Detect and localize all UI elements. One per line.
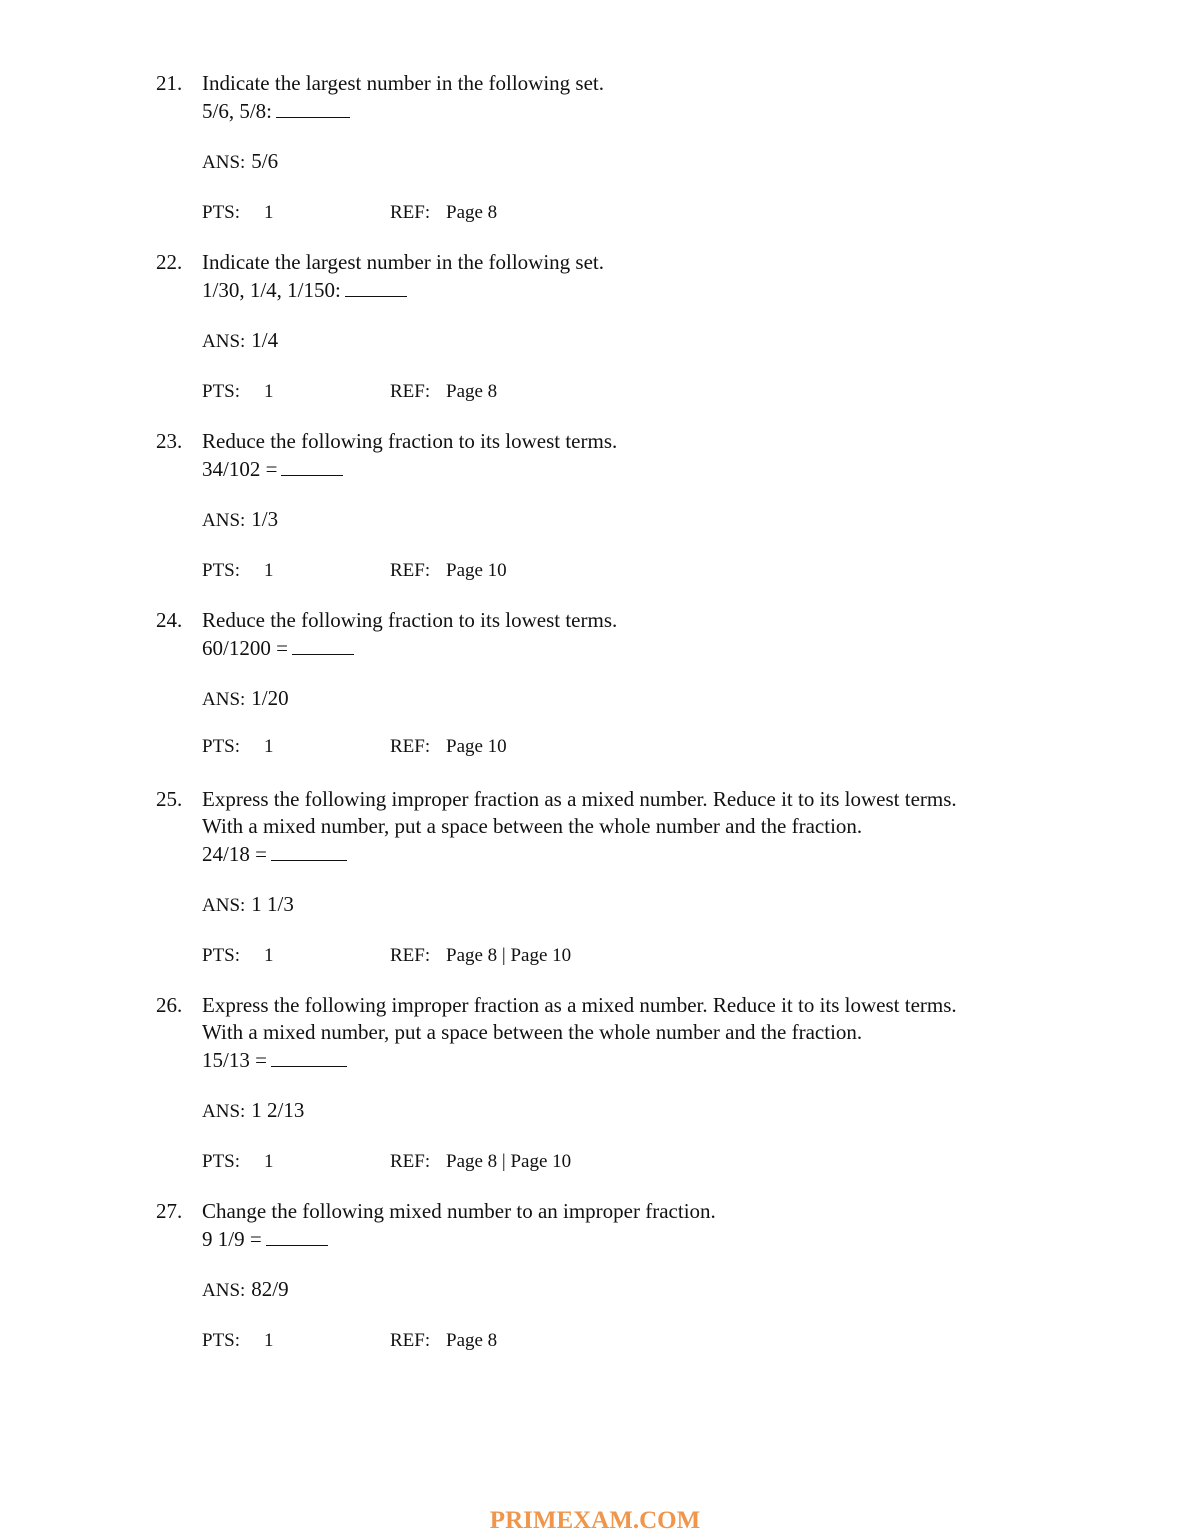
reference-value: Page 8 | Page 10 xyxy=(446,945,572,966)
answer-value: 1/3 xyxy=(251,507,279,531)
question-line: Express the following improper fraction as a mixed number. Reduce it to its lowest terms. xyxy=(202,787,957,811)
points-label: PTS: xyxy=(202,1330,241,1351)
question-number: 22. xyxy=(156,250,183,274)
reference-label: REF: xyxy=(390,202,431,223)
answer-blank xyxy=(276,97,350,118)
prompt-text: 5/6, 5/8: xyxy=(202,99,273,123)
points-value: 1 xyxy=(264,945,274,966)
question-line: With a mixed number, put a space between the whole number and the fraction. xyxy=(202,814,863,838)
prompt-text: 9 1/9 = xyxy=(202,1227,262,1251)
answer-label: ANS: xyxy=(202,1101,246,1122)
question-line: Indicate the largest number in the following set. xyxy=(202,250,605,274)
points-label: PTS: xyxy=(202,1151,241,1172)
points-value: 1 xyxy=(264,560,274,581)
answer-line xyxy=(202,148,278,176)
answer-value: 82/9 xyxy=(251,1277,289,1301)
answer-label: ANS: xyxy=(202,895,246,916)
points-reference xyxy=(202,1148,571,1175)
answer-value: 1/20 xyxy=(251,686,289,710)
points-label: PTS: xyxy=(202,560,241,581)
answer-label: ANS: xyxy=(202,152,246,173)
reference-label: REF: xyxy=(390,1330,431,1351)
answer-line xyxy=(202,891,294,919)
answer-line xyxy=(202,1276,289,1304)
answer-line xyxy=(202,1097,304,1125)
watermark-footer: PRIMEXAM.COM xyxy=(489,1507,701,1534)
question-number: 26. xyxy=(156,993,183,1017)
answer-blank xyxy=(266,1225,328,1246)
points-label: PTS: xyxy=(202,945,241,966)
answer-blank xyxy=(271,840,347,861)
question-prompt xyxy=(202,1225,716,1253)
question-number: 25. xyxy=(156,787,183,811)
answer-blank xyxy=(281,455,343,476)
reference-label: REF: xyxy=(390,560,431,581)
question-text xyxy=(202,607,617,662)
prompt-text: 60/1200 = xyxy=(202,636,288,660)
points-value: 1 xyxy=(264,381,274,402)
points-reference xyxy=(202,1327,497,1354)
prompt-text: 1/30, 1/4, 1/150: xyxy=(202,278,341,302)
question-prompt xyxy=(202,840,957,868)
question-line: Change the following mixed number to an improper fraction. xyxy=(202,1199,716,1223)
reference-label: REF: xyxy=(390,381,431,402)
reference-label: REF: xyxy=(390,945,431,966)
question-text xyxy=(202,1198,716,1253)
reference-value: Page 8 xyxy=(446,202,498,223)
question-text xyxy=(202,428,617,483)
points-value: 1 xyxy=(264,202,274,223)
reference-value: Page 8 | Page 10 xyxy=(446,1151,572,1172)
answer-blank xyxy=(292,634,354,655)
answer-value: 1 1/3 xyxy=(251,892,294,916)
answer-line xyxy=(202,506,278,534)
answer-value: 1 2/13 xyxy=(251,1098,305,1122)
answer-value: 1/4 xyxy=(251,328,279,352)
answer-label: ANS: xyxy=(202,510,246,531)
prompt-text: 15/13 = xyxy=(202,1048,267,1072)
points-label: PTS: xyxy=(202,381,241,402)
question-prompt xyxy=(202,1046,957,1074)
reference-value: Page 8 xyxy=(446,381,498,402)
points-label: PTS: xyxy=(202,736,241,757)
question-line: Reduce the following fraction to its lowest terms. xyxy=(202,429,618,453)
answer-label: ANS: xyxy=(202,689,246,710)
points-value: 1 xyxy=(264,1330,274,1351)
points-reference xyxy=(202,378,497,405)
question-number: 21. xyxy=(156,71,183,95)
reference-value: Page 8 xyxy=(446,1330,498,1351)
points-reference xyxy=(202,557,507,584)
points-value: 1 xyxy=(264,1151,274,1172)
points-reference xyxy=(202,199,497,226)
reference-label: REF: xyxy=(390,1151,431,1172)
question-prompt xyxy=(202,634,617,662)
answer-blank xyxy=(271,1046,347,1067)
answer-blank xyxy=(345,276,407,297)
question-line: Express the following improper fraction as a mixed number. Reduce it to its lowest terms. xyxy=(202,993,957,1017)
reference-value: Page 10 xyxy=(446,560,507,581)
answer-line xyxy=(202,327,278,355)
answer-line xyxy=(202,685,289,713)
question-line: Reduce the following fraction to its lowest terms. xyxy=(202,608,618,632)
prompt-text: 34/102 = xyxy=(202,457,278,481)
question-prompt xyxy=(202,97,604,125)
reference-value: Page 10 xyxy=(446,736,507,757)
points-value: 1 xyxy=(264,736,274,757)
answer-value: 5/6 xyxy=(251,149,279,173)
question-number: 24. xyxy=(156,608,183,632)
question-text xyxy=(202,992,957,1074)
question-number: 23. xyxy=(156,429,183,453)
reference-label: REF: xyxy=(390,736,431,757)
question-number: 27. xyxy=(156,1199,183,1223)
points-reference xyxy=(202,733,507,760)
answer-label: ANS: xyxy=(202,331,246,352)
question-text xyxy=(202,249,604,304)
question-prompt xyxy=(202,276,604,304)
prompt-text: 24/18 = xyxy=(202,842,267,866)
points-reference xyxy=(202,942,571,969)
question-line: With a mixed number, put a space between the whole number and the fraction. xyxy=(202,1020,863,1044)
question-text xyxy=(202,786,957,868)
answer-label: ANS: xyxy=(202,1280,246,1301)
question-text xyxy=(202,70,604,125)
points-label: PTS: xyxy=(202,202,241,223)
question-prompt xyxy=(202,455,617,483)
question-line: Indicate the largest number in the following set. xyxy=(202,71,605,95)
